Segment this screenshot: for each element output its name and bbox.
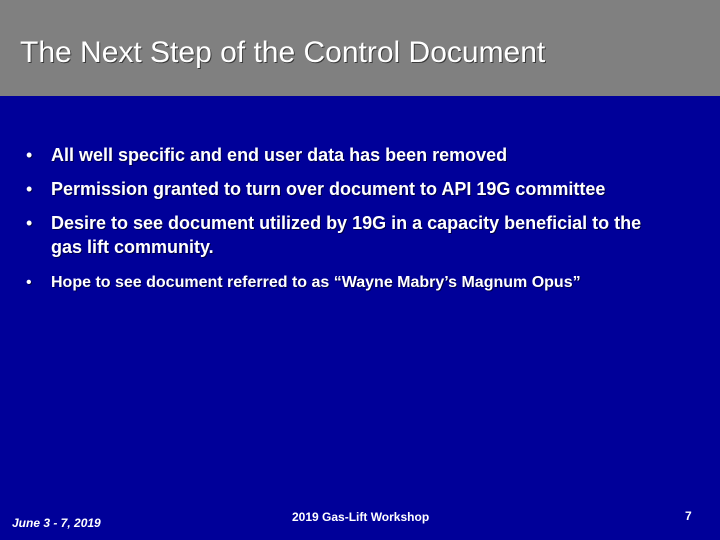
bullet-icon: • <box>26 213 33 233</box>
title-bar <box>0 0 720 96</box>
bullet-item <box>26 271 666 295</box>
bullet-item <box>26 143 666 167</box>
bullet-text: Permission granted to turn over document to API 19G committee <box>51 179 606 199</box>
bullet-text: All well specific and end user data has been removed <box>51 145 508 165</box>
footer-date: June 3 - 7, 2019 <box>12 516 101 530</box>
bullet-icon: • <box>26 179 33 199</box>
slide-title: The Next Step of the Control Document <box>20 36 546 69</box>
bullet-text: Desire to see document utilized by 19G in a capacity beneficial to the gas lift community. <box>51 213 642 257</box>
bullet-item <box>26 177 666 201</box>
bullet-item <box>26 211 666 259</box>
bullet-text: Hope to see document referred to as “Wayne Mabry’s Magnum Opus” <box>51 274 581 291</box>
footer-event-name: 2019 Gas-Lift Workshop <box>292 510 430 524</box>
bullet-list <box>26 143 666 305</box>
slide-number: 7 <box>685 509 692 523</box>
bullet-icon: • <box>26 274 32 291</box>
bullet-icon: • <box>26 145 33 165</box>
